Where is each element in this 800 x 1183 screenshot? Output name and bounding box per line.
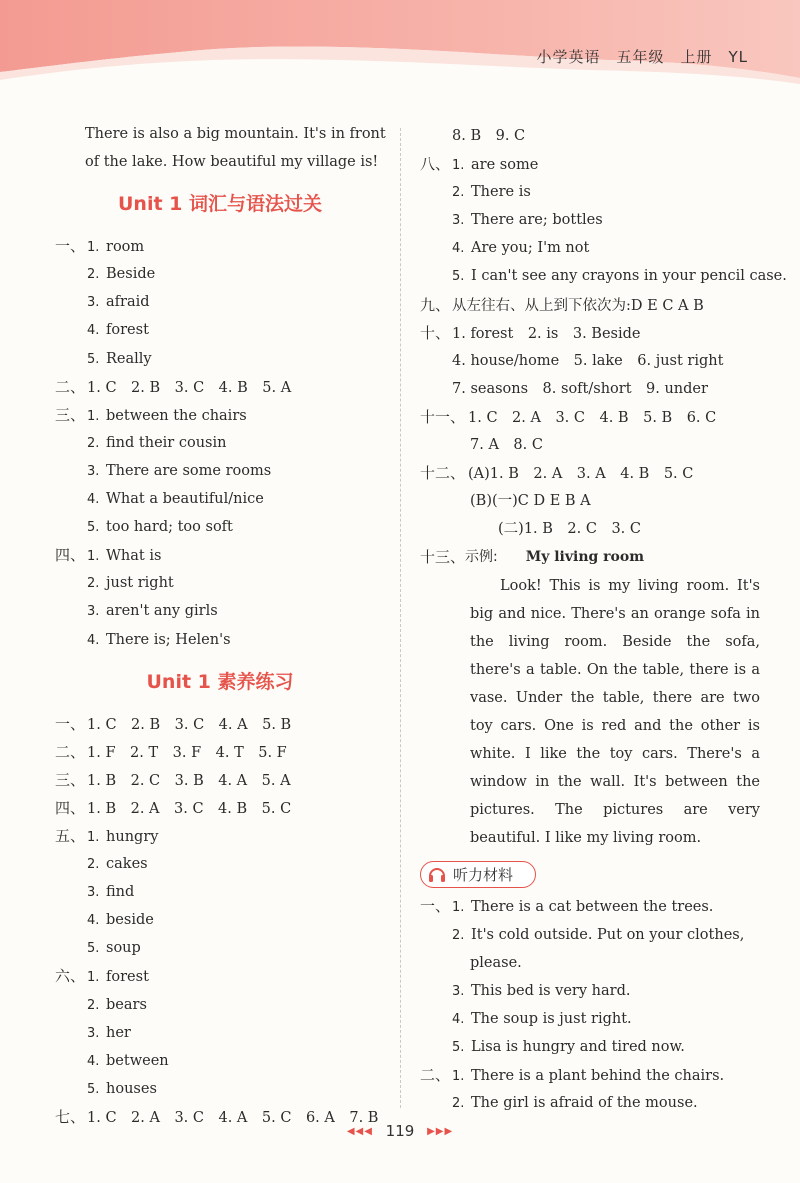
answer-text: just right [106,575,174,592]
item-number: 3. [87,295,100,311]
answer-line [420,431,760,459]
answer-text: aren't any girls [106,603,218,620]
answer-line [420,515,760,543]
item-number: 4. [452,1011,465,1027]
answer-line [420,921,760,949]
listening-script [420,892,760,1117]
item-number: 3. [87,1025,100,1041]
section-literacy-answers [55,710,385,1131]
answer-line [420,150,760,178]
essay-line: there's a table. On the table, there is a [470,661,760,678]
answer-line [420,487,760,515]
answer-line [55,822,385,850]
answer-line [55,429,385,457]
answer-text: forest [106,322,149,339]
item-number: 5. [87,941,100,957]
answer-text: Beside [106,266,156,283]
answer-line [55,569,385,597]
answer-line [55,738,385,766]
item-number: 1. [452,158,465,174]
item-number: 2. [87,435,100,451]
question-number: 八、 [420,155,451,174]
question-number: 四、 [55,798,86,817]
section-title-literacy-practice: Unit 1 素养练习 [146,670,294,693]
question-number: 十三、 [420,548,466,567]
right-arrows-icon: ▶▶▶ [427,1126,454,1137]
answer-line [420,949,760,977]
item-number: 1. [452,1069,465,1084]
answer-line [55,513,385,541]
item-number: 3. [87,463,100,479]
item-number: 4. [87,632,100,648]
question-number: 四、 [55,546,86,565]
answer-line [420,347,760,375]
headphones-icon [427,865,447,883]
item-number: 5. [87,351,100,367]
answer-text: 7. A 8. C [470,437,543,454]
section-title-vocab-grammar: Unit 1 词汇与语法过关 [118,193,322,216]
answer-line [55,934,385,962]
answer-text: houses [106,1080,157,1097]
essay-line: white. I like the toy cars. There's a [470,746,760,763]
answer-text: 1. B 2. A 3. C 4. B 5. C [87,800,292,817]
item-number: 2. [452,927,465,943]
essay-header [420,543,760,571]
answer-text: Lisa is hungry and tired now. [471,1038,685,1055]
question-number: 六、 [55,967,86,986]
item-number: 4. [452,241,465,257]
answer-line [55,962,385,990]
answer-text: There are some rooms [106,462,272,479]
item-number: 1. [87,408,100,424]
item-number: 5. [87,1081,100,1097]
answer-text: It's cold outside. Put on your clothes, [471,926,745,943]
answer-text: soup [106,940,141,957]
answer-line [420,319,760,347]
answer-text: between [106,1052,169,1069]
answer-line [420,291,760,319]
answer-text: 从左往右、从上到下依次为:D E C A B [452,297,704,314]
question-number: 七、 [55,1107,86,1126]
answer-line [420,1005,760,1033]
item-number: 5. [87,520,100,536]
answer-line [420,262,787,290]
answer-text: (B)(一)C D E B A [470,493,591,510]
item-number: 5. [452,269,465,285]
listening-label: 听力材料 [453,865,514,884]
question-number: 九、 [420,295,451,314]
page-number: 119 [385,1122,415,1140]
item-number: 2. [87,997,100,1013]
answer-line [55,288,385,316]
essay-line: toy cars. One is red and the other is [470,717,760,734]
answer-line [420,375,760,403]
answer-text: 1. C 2. A 3. C 4. B 5. B 6. C [468,409,717,426]
answer-line [55,710,385,738]
item-number: 2. [452,185,465,201]
answer-text: 1. F 2. T 3. F 4. T 5. F [87,744,287,761]
answer-text: (A)1. B 2. A 3. A 4. B 5. C [468,466,694,483]
answer-line [55,1047,385,1075]
answer-text: room [106,239,145,256]
item-number: 2. [452,1096,465,1112]
answer-text: hungry [106,828,159,845]
answer-text: 8. B 9. C [452,128,526,144]
answer-line [420,459,760,487]
answer-line [55,626,385,654]
answer-text: between the chairs [106,407,247,424]
item-number: 1. [87,549,100,565]
answer-text: 1. B 2. C 3. B 4. A 5. A [87,772,291,789]
answer-text: The soup is just right. [471,1010,632,1027]
answer-text: find their cousin [106,434,227,451]
answer-line [55,373,385,401]
item-number: 3. [452,213,465,229]
left-arrows-icon: ◀◀◀ [346,1126,373,1137]
answer-text: There are; bottles [471,212,603,229]
answer-line [420,403,760,431]
answer-line [55,401,385,429]
answer-line [420,1061,760,1089]
answer-line [420,1033,760,1061]
answer-line [55,766,385,794]
answer-line [55,541,385,569]
left-column [55,120,385,1131]
answer-line [55,457,385,485]
item-number: 4. [87,913,100,929]
question-number: 一、 [420,897,451,916]
item-number: 1. [87,970,100,986]
essay-line: big and nice. There's an orange sofa in [470,605,760,622]
answer-text: 1. C 2. B 3. C 4. A 5. B [87,716,292,733]
answer-text: are some [471,157,539,174]
question-number: 二、 [55,377,86,396]
question-number: 三、 [55,405,86,424]
listening-badge [420,861,536,888]
answer-text: cakes [106,856,148,873]
answer-text: afraid [106,294,150,311]
question-number: 十一、 [420,407,466,426]
question-number: 一、 [55,714,86,733]
answer-text: There is a cat between the trees. [471,899,714,916]
essay-line: pictures. The pictures are very [470,802,760,819]
answer-text: 1. forest 2. is 3. Beside [452,325,641,342]
essay-line: beautiful. I like my living room. [470,830,702,847]
answer-text: (二)1. B 2. C 3. C [498,521,641,538]
question-number: 二、 [420,1066,451,1084]
answer-text: What is [106,548,162,565]
right-column [420,122,787,1117]
item-number: 1. [452,900,465,916]
answer-line [55,345,385,373]
item-number: 3. [87,604,100,620]
answer-line [55,485,385,513]
answer-text: 1. C 2. A 3. C 4. A 5. C 6. A 7. B [87,1109,379,1126]
answer-text: 1. C 2. B 3. C 4. B 5. A [87,379,292,396]
section-vocab-grammar-answers [55,232,385,653]
question-number: 一、 [55,237,86,256]
item-number: 4. [87,1053,100,1069]
item-number: 4. [87,492,100,508]
answer-line [55,906,385,934]
answer-line [420,206,760,234]
essay-title: My living room [525,549,645,566]
answer-text: What a beautiful/nice [106,491,264,508]
answer-text: There is; Helen's [106,631,231,648]
answer-text: her [106,1024,131,1041]
question-number: 五、 [55,826,86,845]
answer-line [55,597,385,625]
answer-text: There is a plant behind the chairs. [471,1068,725,1084]
question-number: 二、 [55,742,86,761]
answer-text: 7. seasons 8. soft/short 9. under [452,380,708,397]
answer-text: find [106,884,135,901]
answer-line [420,122,760,150]
answer-text: I can't see any crayons in your pencil case. [471,268,787,285]
question-number: 十、 [420,323,451,342]
answer-text: forest [106,969,149,986]
intro-line: There is also a big mountain. It's in front [85,126,386,142]
intro-paragraph [55,120,385,176]
answer-line [55,878,385,906]
answer-text: 4. house/home 5. lake 6. just right [452,352,724,369]
answer-text: Are you; I'm not [471,240,590,257]
answer-line [420,1089,760,1117]
item-number: 1. [87,829,100,845]
essay-prefix: 示例: [465,549,498,566]
listening-heading [420,856,760,892]
item-number: 3. [452,983,465,999]
answer-line [420,892,760,920]
answer-line [55,232,385,260]
answer-text: The girl is afraid of the mouse. [471,1095,698,1112]
essay-line: window in the wall. It's between the [470,774,760,791]
answer-text: Really [106,350,152,367]
answer-text: beside [106,912,154,929]
answer-line [55,316,385,344]
item-number: 2. [87,857,100,873]
item-number: 5. [452,1039,465,1055]
answer-line [55,260,385,288]
essay-line: the living room. Beside the sofa, [470,633,760,650]
answer-text: please. [470,954,522,971]
essay-line: Look! This is my living room. It's [500,577,760,594]
answer-text: There is [471,184,531,201]
answer-line [420,178,760,206]
essay-line: vase. Under the table, there are two [470,689,760,706]
item-number: 3. [87,885,100,901]
item-number: 2. [87,576,100,592]
item-number: 2. [87,267,100,283]
answer-line [55,850,385,878]
item-number: 1. [87,240,100,256]
answer-line [55,794,385,822]
page-footer [0,1122,800,1140]
book-title: 小学英语 五年级 上册 YL [536,48,748,66]
answer-line [420,977,760,1005]
answer-text: too hard; too soft [106,519,233,536]
column-divider [400,128,401,1108]
answer-text: This bed is very hard. [471,982,631,999]
item-number: 4. [87,323,100,339]
right-answers [420,122,787,543]
answer-line [420,234,760,262]
answer-text: bears [106,996,147,1013]
intro-line: of the lake. How beautiful my village is! [85,154,379,171]
question-number: 十二、 [420,464,466,483]
answer-line [55,991,385,1019]
essay-body [420,572,760,853]
question-number: 三、 [55,770,86,789]
answer-line [55,1019,385,1047]
answer-line [55,1075,385,1103]
